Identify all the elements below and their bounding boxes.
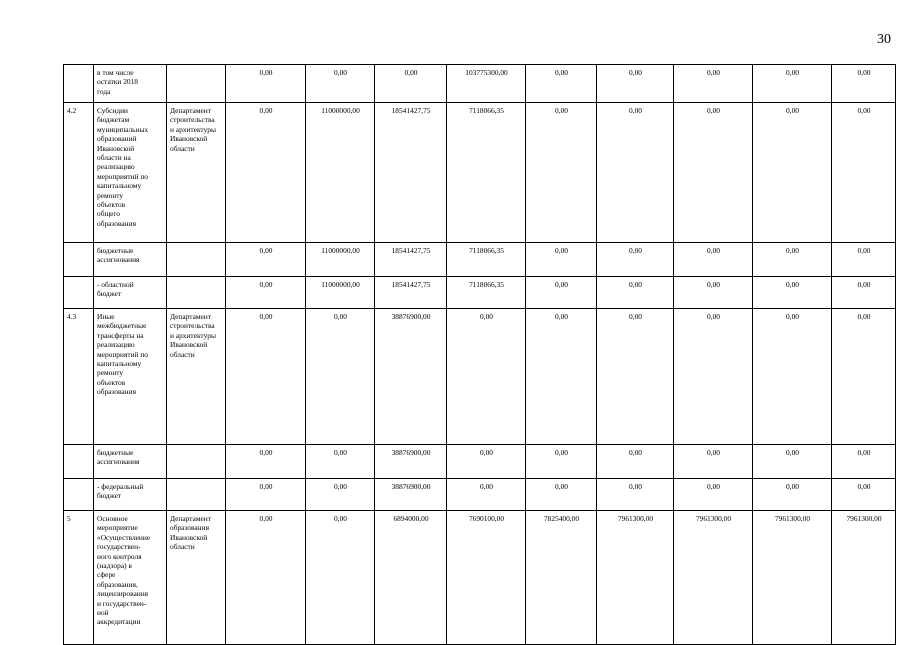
value-cell: 7961300,00 (674, 511, 753, 645)
row-name: - федеральный бюджет (94, 479, 167, 511)
value-cell: 0,00 (526, 103, 597, 243)
value-cell: 0,00 (832, 309, 896, 445)
value-cell: 0,00 (597, 277, 674, 309)
value-cell: 0,00 (306, 65, 375, 103)
value-cell: 7118066,35 (447, 277, 526, 309)
table-row (64, 243, 896, 277)
value-cell: 0,00 (447, 479, 526, 511)
value-cell: 0,00 (674, 65, 753, 103)
row-executor: Департамент строительства и архитектуры Ивановской области (167, 103, 226, 243)
row-name: - областной бюджет (94, 277, 167, 309)
row-code (64, 445, 94, 479)
value-cell: 0,00 (597, 65, 674, 103)
value-cell: 18541427,75 (375, 277, 447, 309)
value-cell: 7118066,35 (447, 243, 526, 277)
value-cell: 0,00 (226, 479, 306, 511)
value-cell: 0,00 (306, 479, 375, 511)
value-cell: 0,00 (597, 103, 674, 243)
row-code (64, 243, 94, 277)
row-name: Субсидии бюджетам муниципальных образований Ивановской области на реализацию мероприятий по капитальному ремонту объектов общего образования (94, 103, 167, 243)
table-row (64, 277, 896, 309)
table-row (64, 479, 896, 511)
table-row (64, 65, 896, 103)
value-cell: 0,00 (306, 309, 375, 445)
value-cell: 0,00 (526, 243, 597, 277)
value-cell: 7825400,00 (526, 511, 597, 645)
value-cell: 0,00 (526, 309, 597, 445)
page-number: 30 (877, 32, 891, 47)
row-name: бюджетные ассигнования (94, 445, 167, 479)
value-cell: 0,00 (832, 243, 896, 277)
value-cell: 38876900,00 (375, 445, 447, 479)
value-cell: 0,00 (526, 445, 597, 479)
row-code: 4.2 (64, 103, 94, 243)
value-cell: 0,00 (597, 243, 674, 277)
row-name: бюджетные ассигнования (94, 243, 167, 277)
value-cell: 0,00 (753, 309, 832, 445)
value-cell: 0,00 (226, 511, 306, 645)
row-name: Иные межбюджетные трансферты на реализацию мероприятий по капитальному ремонту объектов образования (94, 309, 167, 445)
value-cell: 0,00 (226, 243, 306, 277)
row-executor (167, 479, 226, 511)
row-executor: Департамент образования Ивановской области (167, 511, 226, 645)
value-cell: 7961300,00 (753, 511, 832, 645)
value-cell: 0,00 (306, 445, 375, 479)
row-code (64, 65, 94, 103)
value-cell: 7690100,00 (447, 511, 526, 645)
row-code (64, 479, 94, 511)
value-cell: 0,00 (832, 445, 896, 479)
value-cell: 0,00 (526, 277, 597, 309)
value-cell: 0,00 (753, 479, 832, 511)
table-row (64, 309, 896, 445)
value-cell: 0,00 (674, 243, 753, 277)
value-cell: 0,00 (753, 277, 832, 309)
value-cell: 11000000,00 (306, 277, 375, 309)
table-row (64, 445, 896, 479)
budget-table (63, 64, 896, 645)
value-cell: 7961300,00 (832, 511, 896, 645)
value-cell: 0,00 (753, 445, 832, 479)
value-cell: 7118066,35 (447, 103, 526, 243)
value-cell: 0,00 (447, 309, 526, 445)
row-name: Основное мероприятие «Осуществление государствен- ного контроля (надзора) в сфере образования, лицензирования и государствен- ной аккредитации (94, 511, 167, 645)
value-cell: 0,00 (447, 445, 526, 479)
value-cell: 0,00 (753, 103, 832, 243)
value-cell: 0,00 (674, 309, 753, 445)
row-executor (167, 277, 226, 309)
value-cell: 0,00 (226, 103, 306, 243)
value-cell: 0,00 (226, 277, 306, 309)
value-cell: 0,00 (832, 479, 896, 511)
row-name: в том числе остатки 2018 года (94, 65, 167, 103)
value-cell: 0,00 (674, 103, 753, 243)
value-cell: 38876900,00 (375, 479, 447, 511)
value-cell: 0,00 (226, 445, 306, 479)
row-code: 5 (64, 511, 94, 645)
row-executor: Департамент строительства и архитектуры Ивановской области (167, 309, 226, 445)
value-cell: 0,00 (753, 65, 832, 103)
value-cell: 18541427,75 (375, 243, 447, 277)
table-row (64, 511, 896, 645)
value-cell: 0,00 (226, 65, 306, 103)
value-cell: 0,00 (526, 65, 597, 103)
value-cell: 0,00 (832, 65, 896, 103)
value-cell: 0,00 (674, 277, 753, 309)
value-cell: 0,00 (832, 277, 896, 309)
table-row (64, 103, 896, 243)
value-cell: 11000000,00 (306, 243, 375, 277)
row-code (64, 277, 94, 309)
value-cell: 103775300,00 (447, 65, 526, 103)
value-cell: 0,00 (526, 479, 597, 511)
value-cell: 6894000,00 (375, 511, 447, 645)
value-cell: 0,00 (306, 511, 375, 645)
value-cell: 0,00 (597, 445, 674, 479)
value-cell: 18541427,75 (375, 103, 447, 243)
row-code: 4.3 (64, 309, 94, 445)
value-cell: 38876900,00 (375, 309, 447, 445)
row-executor (167, 243, 226, 277)
row-executor (167, 65, 226, 103)
value-cell: 0,00 (226, 309, 306, 445)
value-cell: 7961300,00 (597, 511, 674, 645)
value-cell: 0,00 (597, 309, 674, 445)
value-cell: 0,00 (375, 65, 447, 103)
row-executor (167, 445, 226, 479)
value-cell: 0,00 (597, 479, 674, 511)
value-cell: 0,00 (674, 479, 753, 511)
value-cell: 11000000,00 (306, 103, 375, 243)
value-cell: 0,00 (674, 445, 753, 479)
value-cell: 0,00 (753, 243, 832, 277)
value-cell: 0,00 (832, 103, 896, 243)
